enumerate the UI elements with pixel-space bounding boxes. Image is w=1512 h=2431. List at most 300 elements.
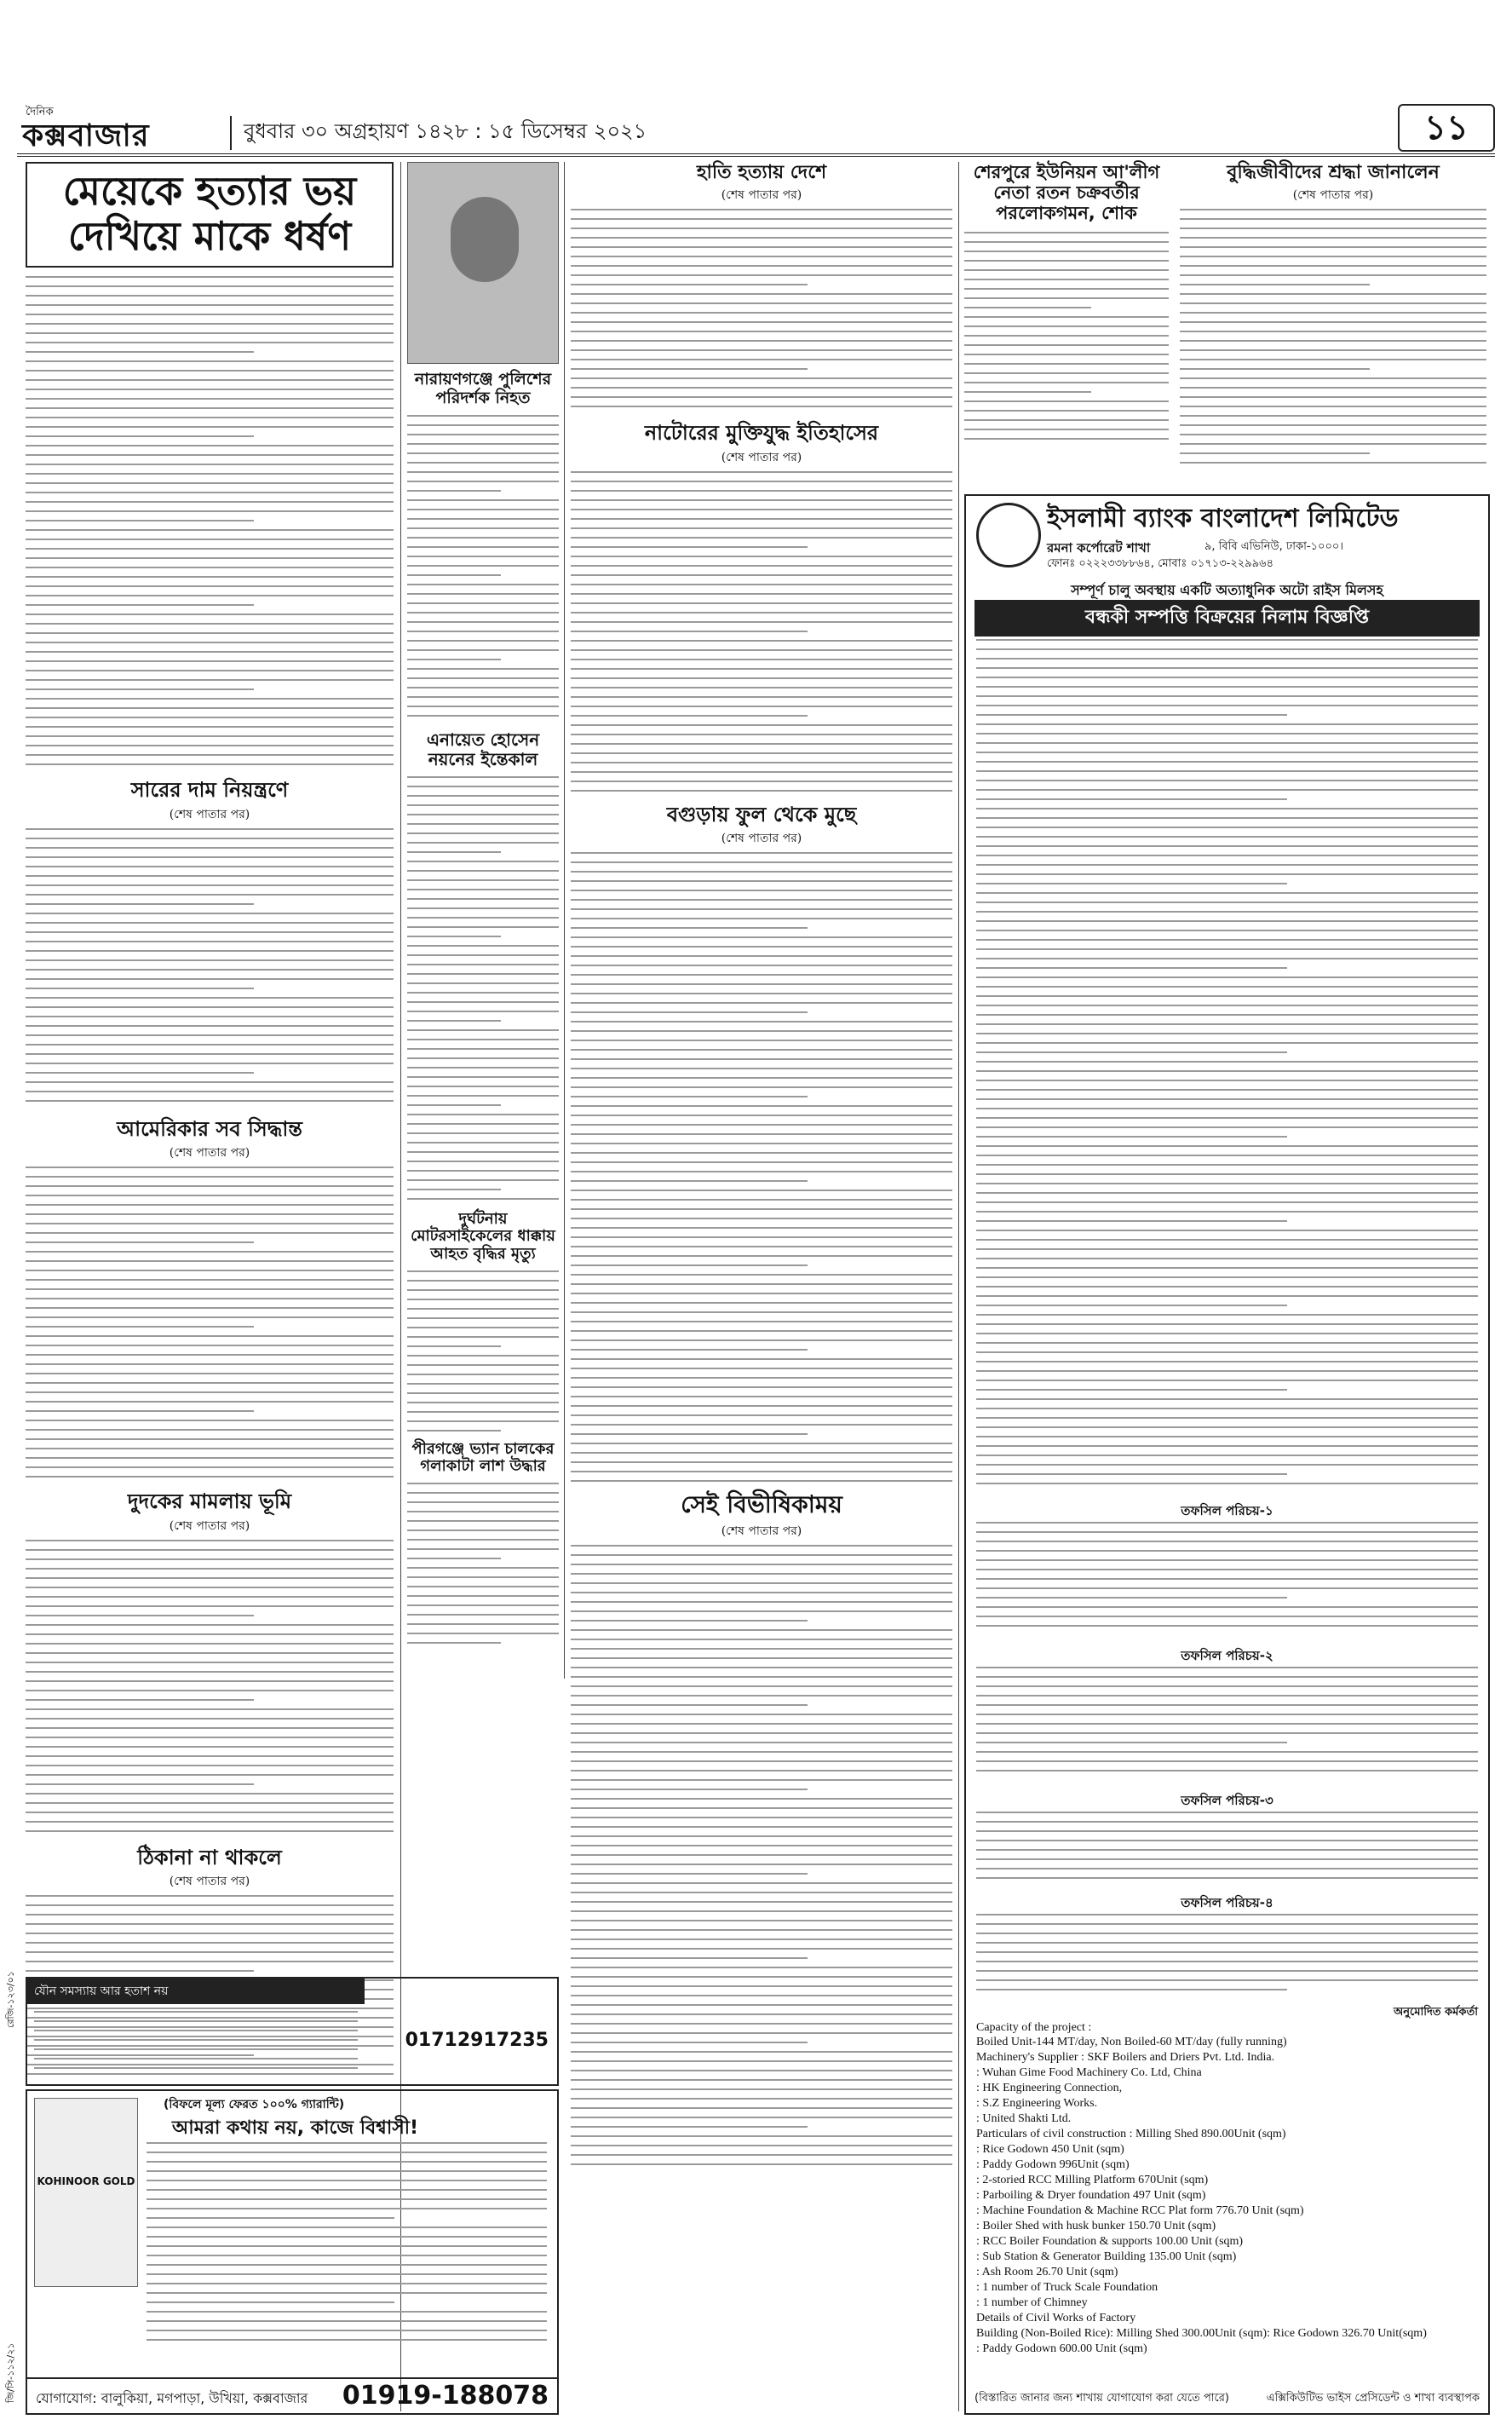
- text-line: [407, 1132, 559, 1134]
- text-line: [964, 232, 1169, 233]
- text-line: [407, 1020, 501, 1022]
- text-line: [571, 1873, 808, 1875]
- text-line: [26, 1970, 254, 1972]
- text-line: [26, 1951, 394, 1953]
- text-line: [26, 501, 394, 503]
- text-line: [976, 1323, 1478, 1325]
- text-line: [26, 1549, 394, 1551]
- text-line: [34, 2030, 358, 2031]
- text-line: [407, 1189, 501, 1190]
- text-line: [407, 1633, 559, 1634]
- text-line: [147, 2189, 547, 2191]
- text-line: [976, 1597, 1287, 1599]
- text-line: [976, 1173, 1478, 1175]
- article-body: [571, 852, 952, 1491]
- text-line: [26, 1053, 394, 1055]
- continued-label: (শেষ পাতার পর): [721, 450, 802, 464]
- text-line: [571, 1732, 952, 1734]
- text-line: [407, 443, 559, 445]
- text-line: [1180, 218, 1486, 220]
- text-line: [571, 899, 952, 901]
- text-line: [571, 2013, 952, 2015]
- text-line: [976, 1351, 1478, 1353]
- text-line: [407, 556, 559, 557]
- text-line: [34, 2020, 358, 2022]
- text-line: [26, 988, 254, 989]
- bank-name: ইসলামী ব্যাংক বাংলাদেশ লিমিটেড: [1047, 504, 1399, 533]
- text-line: [571, 1377, 952, 1379]
- text-line: [26, 950, 394, 952]
- text-line: [407, 1076, 559, 1078]
- text-line: [976, 1464, 1478, 1466]
- capacity-line: : Rice Godown 450 Unit (sqm): [976, 2143, 1124, 2156]
- text-line: [34, 2058, 358, 2059]
- text-line: [407, 870, 559, 872]
- article-title: সারের দাম নিয়ন্ত্রণে: [130, 778, 289, 802]
- text-line: [571, 481, 952, 482]
- text-line: [26, 1025, 394, 1027]
- text-line: [976, 1812, 1478, 1813]
- text-line: [26, 688, 254, 690]
- lead-headline: মেয়েকে হত্যার ভয় দেখিয়ে মাকে ধর্ষণ: [62, 168, 357, 259]
- text-line: [26, 642, 394, 643]
- text-line: [26, 978, 394, 980]
- text-line: [571, 2042, 808, 2043]
- text-line: [976, 930, 1478, 931]
- text-line: [26, 389, 394, 390]
- text-line: [571, 1864, 952, 1865]
- text-line: [571, 668, 952, 670]
- text-line: [571, 1115, 952, 1116]
- text-line: [407, 1383, 559, 1385]
- text-line: [571, 1246, 952, 1247]
- text-line: [976, 1868, 1478, 1869]
- text-line: [26, 1802, 394, 1804]
- text-line: [407, 795, 559, 797]
- text-line: [571, 1770, 952, 1771]
- text-line: [26, 838, 394, 839]
- text-line: [26, 1708, 394, 1710]
- text-line: [571, 2126, 808, 2128]
- text-line: [571, 1274, 952, 1276]
- text-line: [571, 331, 952, 332]
- text-line: [571, 908, 952, 910]
- text-line: [407, 527, 559, 529]
- continued-label: (শেষ পাতার পর): [169, 807, 250, 821]
- text-line: [571, 1321, 952, 1322]
- text-line: [26, 931, 394, 933]
- text-line: [976, 1145, 1478, 1147]
- text-line: [26, 342, 394, 343]
- text-line: [26, 1830, 394, 1832]
- text-line: [571, 1929, 952, 1931]
- text-line: [571, 1396, 952, 1397]
- text-line: [1180, 265, 1486, 267]
- text-line: [147, 2255, 547, 2256]
- text-line: [571, 1657, 952, 1659]
- schedule-heading: তফসিল পরিচয়-২: [1181, 1648, 1273, 1663]
- text-line: [976, 1616, 1478, 1617]
- column-rule: [958, 162, 959, 2411]
- text-line: [407, 1086, 559, 1087]
- capacity-line: : Machine Foundation & Machine RCC Plat form 776.70 Unit (sqm): [976, 2204, 1304, 2217]
- text-line: [407, 1529, 559, 1531]
- article-title: দুর্ঘটনায় মোটরসাইকেলের ধাক্কায় আহত বৃদ্ধির মৃত্যু: [411, 1209, 555, 1264]
- text-line: [26, 1176, 394, 1178]
- text-line: [407, 499, 559, 501]
- text-line: [1180, 312, 1486, 314]
- capacity-line: : Boiler Shed with husk bunker 150.70 Unit (sqm): [976, 2220, 1216, 2232]
- schedule-body: [976, 1667, 1478, 1786]
- text-line: [571, 274, 952, 276]
- text-line: [407, 842, 559, 844]
- article-body: [571, 471, 952, 804]
- text-line: [571, 396, 952, 398]
- text-line: [571, 1948, 952, 1950]
- text-line: [407, 1623, 559, 1625]
- text-line: [26, 407, 394, 409]
- text-line: [26, 567, 394, 568]
- text-line: [571, 1405, 952, 1407]
- text-line: [976, 789, 1478, 791]
- text-line: [571, 2051, 952, 2053]
- article-title: নাটোরের মুক্তিযুদ্ধ ইতিহাসের: [644, 421, 879, 446]
- text-line: [976, 1286, 1478, 1288]
- text-line: [571, 1330, 952, 1332]
- article-title: নারায়ণগঞ্জে পুলিশের পরিদর্শক নিহত: [414, 370, 552, 407]
- text-line: [407, 917, 559, 919]
- text-line: [407, 1067, 559, 1069]
- text-line: [571, 1171, 952, 1172]
- text-line: [26, 1034, 394, 1036]
- text-line: [26, 1335, 394, 1337]
- text-line: [571, 790, 952, 792]
- text-line: [571, 1901, 952, 1903]
- text-line: [407, 1198, 559, 1200]
- text-line: [26, 1783, 254, 1785]
- text-line: [26, 1466, 394, 1468]
- text-line: [147, 2198, 547, 2200]
- text-line: [26, 1605, 394, 1607]
- text-line: [26, 1923, 394, 1925]
- text-line: [571, 659, 952, 660]
- text-line: [26, 913, 394, 914]
- text-line: [26, 1755, 394, 1757]
- text-line: [976, 1136, 1287, 1138]
- text-line: [407, 490, 501, 492]
- text-line: [407, 546, 559, 548]
- text-line: [26, 1044, 394, 1046]
- newspaper-logo: [17, 104, 221, 153]
- text-line: [571, 1779, 952, 1781]
- text-line: [34, 2039, 358, 2041]
- article-title: আমেরিকার সব সিদ্ধান্ত: [117, 1116, 302, 1141]
- text-line: [571, 471, 952, 473]
- text-line: [407, 1355, 559, 1357]
- text-line: [26, 379, 394, 381]
- text-line: [571, 1227, 952, 1229]
- text-line: [976, 1541, 1478, 1542]
- product-name: KOHINOOR GOLD: [37, 2175, 135, 2187]
- text-line: [964, 335, 1169, 337]
- text-line: [26, 370, 394, 372]
- text-line: [26, 651, 394, 653]
- text-line: [571, 1957, 808, 1959]
- text-line: [26, 454, 394, 456]
- article-body: [407, 776, 559, 1211]
- text-line: [26, 726, 394, 728]
- text-line: [407, 1114, 559, 1115]
- text-line: [976, 1061, 1478, 1063]
- text-line: [571, 1667, 952, 1668]
- text-line: [407, 814, 559, 815]
- article-body: [964, 232, 1169, 453]
- text-line: [976, 1923, 1478, 1925]
- text-line: [26, 1260, 394, 1262]
- text-line: [976, 1258, 1478, 1259]
- text-line: [964, 354, 1169, 355]
- text-line: [964, 307, 1091, 308]
- capacity-line: : Wuhan Gime Food Machinery Co. Ltd, China: [976, 2066, 1202, 2079]
- text-line: [407, 1170, 559, 1172]
- text-line: [964, 429, 1169, 430]
- article-title: বগুড়ায় ফুল থেকে মুছে: [666, 802, 857, 827]
- text-line: [407, 1001, 559, 1003]
- text-line: [976, 780, 1478, 781]
- text-line: [571, 724, 952, 726]
- text-line: [571, 1021, 952, 1023]
- text-line: [407, 1374, 559, 1375]
- text-line: [147, 2236, 547, 2238]
- text-line: [26, 360, 394, 362]
- text-line: [407, 706, 559, 707]
- text-line: [26, 1063, 394, 1064]
- text-line: [407, 1161, 559, 1162]
- text-line: [407, 982, 559, 984]
- text-line: [26, 426, 394, 428]
- text-line: [976, 1239, 1478, 1241]
- text-line: [407, 1289, 559, 1291]
- text-line: [976, 1070, 1478, 1072]
- capacity-line: : Ash Room 26.70 Unit (sqm): [976, 2266, 1118, 2278]
- text-line: [571, 1976, 952, 1978]
- text-line: [571, 1620, 808, 1622]
- text-line: [26, 1251, 394, 1253]
- text-line: [571, 2135, 952, 2137]
- ad-body: [147, 2142, 547, 2355]
- text-line: [26, 660, 394, 662]
- text-line: [26, 1540, 394, 1541]
- text-line: [571, 1339, 952, 1341]
- text-line: [407, 832, 559, 834]
- text-line: [26, 445, 394, 446]
- text-line: [571, 2032, 952, 2034]
- text-line: [26, 595, 394, 596]
- text-line: [26, 1727, 394, 1729]
- text-line: [571, 527, 952, 529]
- text-line: [571, 1443, 952, 1444]
- dateline: বুধবার ৩০ অগ্রহায়ণ ১৪২৮ : ১৫ ডিসেম্বর ২০২১: [230, 116, 647, 150]
- text-line: [976, 1408, 1478, 1409]
- article-body: [26, 1540, 394, 1846]
- text-line: [976, 1295, 1478, 1297]
- text-line: [976, 1714, 1478, 1715]
- text-line: [571, 237, 952, 239]
- text-line: [407, 992, 559, 994]
- article-body: [26, 1167, 394, 1490]
- masthead: [17, 101, 1495, 157]
- column-4a: [964, 162, 1169, 453]
- text-line: [1180, 302, 1486, 304]
- text-line: [571, 706, 952, 707]
- text-line: [976, 1426, 1478, 1428]
- capacity-line: : Paddy Godown 600.00 Unit (sqm): [976, 2342, 1147, 2355]
- text-line: [407, 621, 559, 623]
- text-line: [407, 1392, 559, 1394]
- ad-body: [34, 2011, 358, 2079]
- text-line: [571, 2060, 952, 2062]
- text-line: [571, 2117, 952, 2118]
- text-line: [407, 1642, 501, 1644]
- text-line: [571, 918, 952, 919]
- text-line: [976, 1033, 1478, 1034]
- text-line: [964, 391, 1091, 393]
- text-line: [976, 1183, 1478, 1184]
- text-line: [26, 1354, 394, 1356]
- text-line: [976, 1742, 1287, 1743]
- text-line: [571, 1826, 952, 1828]
- text-line: [571, 1910, 952, 1912]
- text-line: [26, 1690, 394, 1691]
- text-line: [571, 2145, 952, 2146]
- text-line: [571, 1236, 952, 1238]
- text-line: [571, 1358, 952, 1360]
- column-2: [407, 162, 559, 1653]
- text-line: [407, 1327, 559, 1328]
- text-line: [571, 927, 808, 929]
- text-line: [976, 1942, 1478, 1944]
- text-line: [407, 1317, 559, 1319]
- text-line: [407, 452, 559, 454]
- text-line: [26, 1391, 394, 1393]
- text-line: [147, 2330, 547, 2331]
- text-line: [407, 1604, 559, 1606]
- text-line: [571, 890, 952, 891]
- text-line: [571, 2023, 952, 2025]
- text-line: [976, 1522, 1478, 1524]
- ad-contact-bar: [27, 2377, 557, 2413]
- text-line: [964, 297, 1169, 299]
- text-line: [407, 1179, 559, 1181]
- ad-guarantee-badge: (বিফলে মূল্য ফেরত ১০০% গ্যারান্টি): [164, 2098, 345, 2111]
- text-line: [571, 974, 952, 976]
- text-line: [1180, 415, 1486, 417]
- text-line: [976, 864, 1478, 866]
- text-line: [26, 323, 394, 325]
- footer-signatory: এক্সিকিউটিভ ভাইস প্রেসিডেন্ট ও শাখা ব্যবস্থাপক: [1266, 2392, 1480, 2405]
- text-line: [407, 481, 559, 482]
- text-line: [571, 1386, 952, 1388]
- text-line: [964, 372, 1169, 374]
- text-line: [26, 894, 394, 896]
- text-line: [571, 293, 952, 295]
- text-line: [407, 640, 559, 642]
- text-line: [976, 761, 1478, 763]
- text-line: [571, 743, 952, 745]
- continued-label: (শেষ পাতার পর): [169, 1518, 250, 1533]
- text-line: [26, 548, 394, 550]
- text-line: [26, 492, 394, 493]
- text-line: [571, 406, 952, 407]
- text-line: [976, 1380, 1478, 1381]
- article-body: [1180, 209, 1486, 473]
- text-line: [964, 325, 1169, 327]
- text-line: [26, 1081, 394, 1083]
- text-line: [571, 574, 952, 576]
- schedule-heading: তফসিল পরিচয়-১: [1181, 1503, 1273, 1518]
- text-line: [147, 2311, 547, 2313]
- bank-logo-icon: [976, 503, 1041, 567]
- text-line: [26, 997, 394, 999]
- text-line: [571, 1264, 808, 1266]
- text-line: [571, 321, 952, 323]
- text-line: [26, 632, 394, 634]
- text-line: [571, 1639, 952, 1640]
- text-line: [26, 398, 394, 400]
- text-line: [976, 939, 1478, 941]
- text-line: [26, 557, 394, 559]
- text-line: [976, 1014, 1478, 1016]
- text-line: [26, 1624, 394, 1626]
- column-rule: [564, 162, 565, 1679]
- capacity-line: : HK Engineering Connection,: [976, 2082, 1123, 2094]
- text-line: [571, 1068, 952, 1069]
- article-body: [407, 415, 559, 730]
- text-line: [407, 1586, 559, 1587]
- text-line: [976, 752, 1478, 753]
- text-line: [26, 585, 394, 587]
- text-line: [571, 228, 952, 229]
- text-line: [976, 1155, 1478, 1156]
- text-line: [407, 936, 501, 937]
- text-line: [26, 604, 254, 606]
- text-line: [571, 1096, 808, 1097]
- text-line: [407, 462, 559, 464]
- text-line: [571, 349, 952, 351]
- text-line: [571, 2163, 952, 2165]
- text-line: [571, 1433, 808, 1435]
- text-line: [26, 304, 394, 306]
- text-line: [571, 2088, 952, 2090]
- text-line: [976, 1578, 1478, 1580]
- text-line: [1180, 209, 1486, 210]
- text-line: [571, 1302, 952, 1304]
- ad-slogan: আমরা কথায় নয়, কাজে বিশ্বাসী!: [172, 2117, 419, 2139]
- continued-label: (শেষ পাতার পর): [721, 188, 802, 203]
- text-line: [571, 687, 952, 688]
- branch-phone: ফোনঃ ০২২২৩৩৮৮৬৪, মোবাঃ ০১৭১৩-২২৯৯৬৪: [1047, 557, 1274, 570]
- text-line: [571, 1480, 952, 1482]
- text-line: [571, 565, 952, 567]
- notice-subtitle: সম্পূর্ণ চালু অবস্থায় একটি অত্যাধুনিক অটো রাইস মিলসহ: [1071, 582, 1383, 598]
- text-line: [407, 1280, 559, 1282]
- text-line: [26, 884, 394, 886]
- text-line: [1180, 462, 1486, 464]
- lead-headline-box: [26, 162, 394, 268]
- text-line: [407, 851, 501, 853]
- text-line: [571, 1582, 952, 1584]
- text-line: [26, 285, 394, 287]
